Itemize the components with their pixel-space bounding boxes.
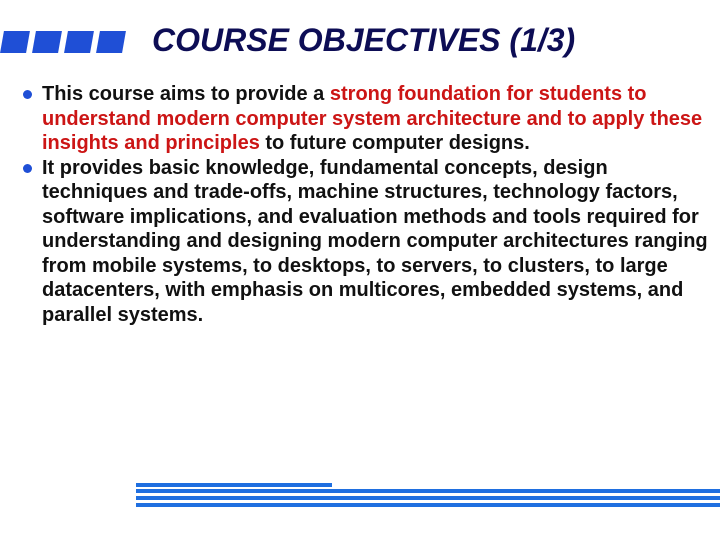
bullet-text-2: It provides basic knowledge, fundamental concepts, design techniques and trade-offs, machine structures, technology factors, software implications, and evaluation methods and tools required for understanding and designing modern computer architectures ranging from mobile systems, to desktops, to servers, to clusters, to large datacenters, with emphasis on multicores, embedded systems, and parallel systems. bbox=[42, 156, 708, 326]
bullet-item-1 bbox=[18, 82, 708, 156]
footer-bar bbox=[136, 489, 720, 493]
slide-content bbox=[18, 82, 708, 327]
slide-title: COURSE OBJECTIVES (1/3) bbox=[152, 22, 576, 58]
bullet-text-1 bbox=[42, 82, 708, 156]
header-logo-blocks bbox=[0, 31, 130, 53]
footer-bar bbox=[136, 496, 720, 500]
footer-bar bbox=[136, 503, 720, 507]
footer-bar bbox=[136, 483, 332, 487]
bullet-1-highlight: strong foundation for students to understand modern computer system architecture and to apply these insights and principles bbox=[42, 83, 703, 154]
bullet-dot-icon bbox=[23, 164, 32, 173]
bullet-dot-icon bbox=[23, 90, 32, 99]
bullet-1-text-start: This course aims to provide a bbox=[42, 83, 330, 105]
footer-decorative-bars bbox=[136, 483, 720, 513]
bullet-1-text-end: to future computer designs. bbox=[259, 132, 530, 154]
bullet-item-2 bbox=[18, 156, 708, 328]
